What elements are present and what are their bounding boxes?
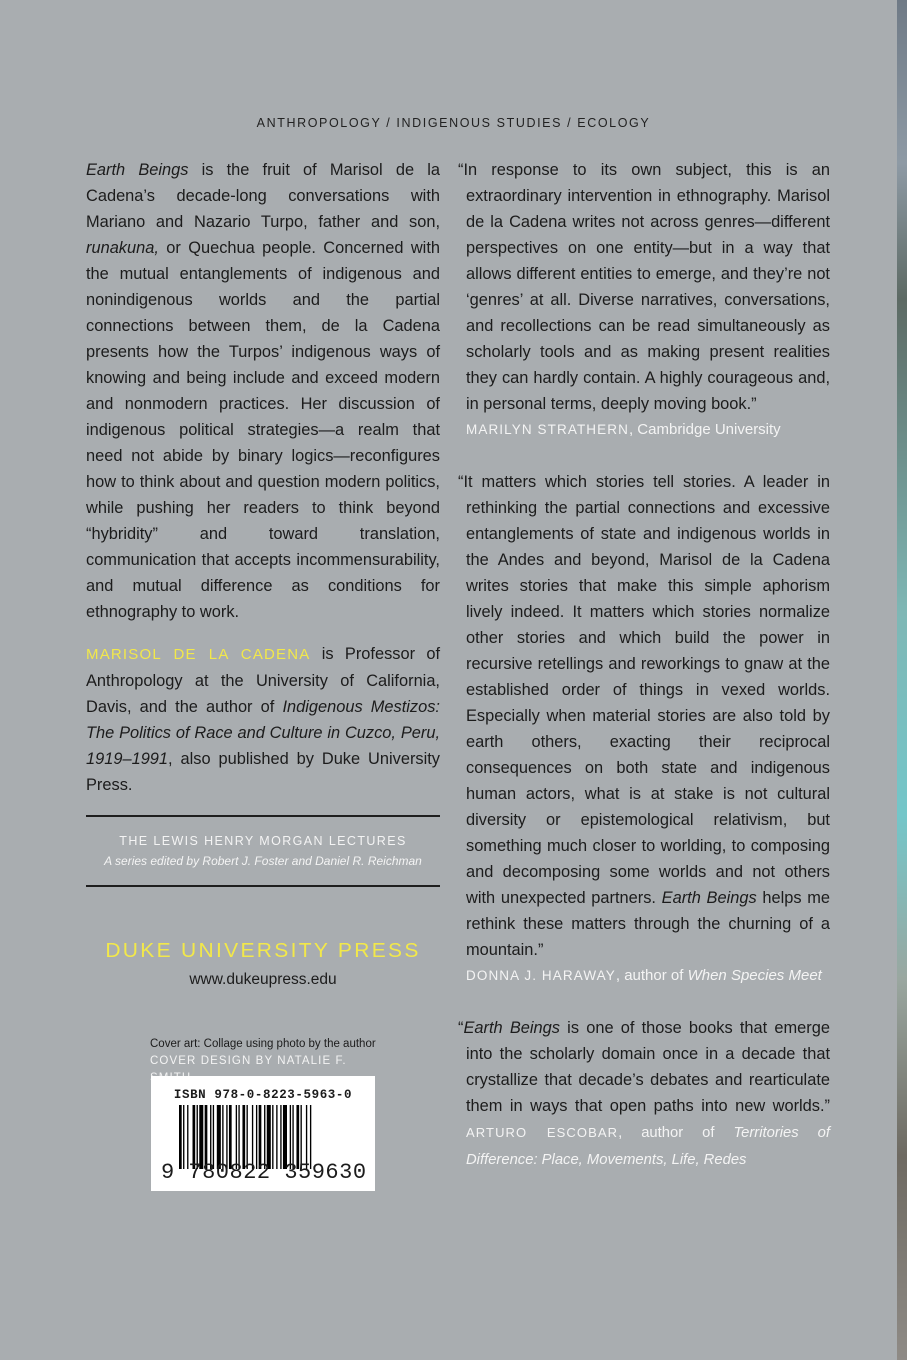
- isbn-number: ISBN 978-0-8223-5963-0: [173, 1088, 353, 1102]
- blurb-text-1: is the fruit of Marisol de la Cadena’s decade-long conversations with Mariano and Nazario Turpo, father and son,: [86, 161, 440, 231]
- series-title: THE LEWIS HENRY MORGAN LECTURES: [119, 834, 407, 848]
- quote-attribution: [458, 417, 830, 443]
- series-block: [86, 834, 440, 868]
- quote-affiliation: , author of: [615, 967, 688, 984]
- quote-text: [458, 469, 830, 963]
- press-name: DUKE UNIVERSITY PRESS: [105, 940, 421, 962]
- book-blurb: [86, 157, 440, 625]
- quote-italic-title: Earth Beings: [463, 1019, 560, 1037]
- quote-attribution: [458, 963, 830, 989]
- quote-text-body: is one of those books that emerge into the scholarly domain once in a decade that crystallize that decade’s debates and rearticulate them in ways that open paths into new worlds.”: [466, 1019, 830, 1115]
- quote-book: Territories of Difference: Place, Movements, Life, Redes: [466, 1125, 830, 1168]
- blurb-text-2: or Quechua people. Concerned with the mutual entanglements of indigenous and nonindigenous worlds and the partial connections between them, de la Cadena presents how the Turpos’ indigenous ways of knowing and being include and exceed modern and nonmodern practices. Her discussion of indigenous political strategies—a realm that need not abide by binary logics—reconfigures how to think about and question modern politics, while pushing her readers to think beyond “hybridity” and toward translation, communication that accepts incommensurability, and mutual difference as conditions for ethnography to work.: [86, 239, 440, 621]
- quote-haraway: [458, 469, 830, 989]
- series-bottom-rule: [86, 885, 440, 887]
- quote-author: ARTURO ESCOBAR: [466, 1125, 619, 1140]
- cover-art-credit: Cover art: Collage using photo by the author: [150, 1038, 376, 1050]
- author-text-1: is Professor of Anthropology at the University of California, Davis, and the author of: [86, 645, 440, 716]
- quote-author: DONNA J. HARAWAY: [466, 968, 616, 983]
- quote-text-2: helps me rethink these matters through the churning of a mountain.”: [466, 889, 830, 959]
- quote-escobar: [458, 1015, 830, 1173]
- author-text-2: , also published by Duke University Press.: [86, 750, 440, 794]
- author-book: Indigenous Mestizos: The Politics of Race and Culture in Cuzco, Peru, 1919–1991: [86, 698, 440, 768]
- press-block: [86, 940, 440, 989]
- quote-book: When Species Meet: [687, 967, 822, 984]
- quote-author: MARILYN STRATHERN: [466, 422, 629, 437]
- left-column: [86, 157, 440, 798]
- quote-text: [458, 1015, 830, 1173]
- series-top-rule: [86, 815, 440, 817]
- blurb-title: Earth Beings: [86, 161, 189, 179]
- quote-strathern: [458, 157, 830, 443]
- author-name: MARISOL DE LA CADENA: [86, 646, 311, 663]
- quote-attribution: [466, 1125, 830, 1168]
- blurb-runakuna: runakuna,: [86, 239, 159, 257]
- right-column: [458, 157, 830, 1199]
- category-line: ANTHROPOLOGY / INDIGENOUS STUDIES / ECOLOGY: [256, 116, 651, 130]
- series-editors: A series edited by Robert J. Foster and Daniel R. Reichman: [104, 854, 422, 868]
- barcode-digits: 9 780822 359630: [161, 1160, 367, 1185]
- quote-affiliation: , Cambridge University: [628, 421, 781, 438]
- press-url[interactable]: www.dukeupress.edu: [189, 971, 337, 988]
- spine-photo-edge: [897, 0, 907, 1360]
- quote-text: “In response to its own subject, this is an extraordinary intervention in ethnography. Marisol de la Cadena writes not across genres—different perspectives on one entity—but in a way that allows different entities to emerge, and they’re not ‘genres’ at all. Diverse narratives, conversations, and recollections can be read simultaneously as scholarly tools and as making present realities they can hardly contain. A highly courageous and, in personal terms, deeply moving book.”: [458, 161, 830, 413]
- quote-affiliation: , author of: [618, 1125, 734, 1141]
- cover-design-credit: COVER DESIGN BY NATALIE F.: [150, 1055, 347, 1067]
- quote-text-1: “It matters which stories tell stories. A leader in rethinking the partial connections and excessive entanglements of state and indigenous worlds in the Andes and beyond, Marisol de la Cadena writes stories that make this simple aphorism lively indeed. It matters which stories normalize other stories and which build the power in recursive retellings and reworkings to gnaw at the established order of things in vexed worlds. Especially when material stories are also told by earth others, exacting their reciprocal consequences on both state and indigenous human actors, what is at stake is not cultural diversity or epistemological relativism, but something much closer to worlding, to composing and decomposing some worlds and not others with unexpected partners.: [458, 473, 830, 907]
- isbn-barcode: [151, 1076, 375, 1191]
- author-bio: [86, 641, 440, 798]
- quote-italic-title: Earth Beings: [661, 889, 757, 907]
- quote-open-mark: “: [458, 1019, 464, 1037]
